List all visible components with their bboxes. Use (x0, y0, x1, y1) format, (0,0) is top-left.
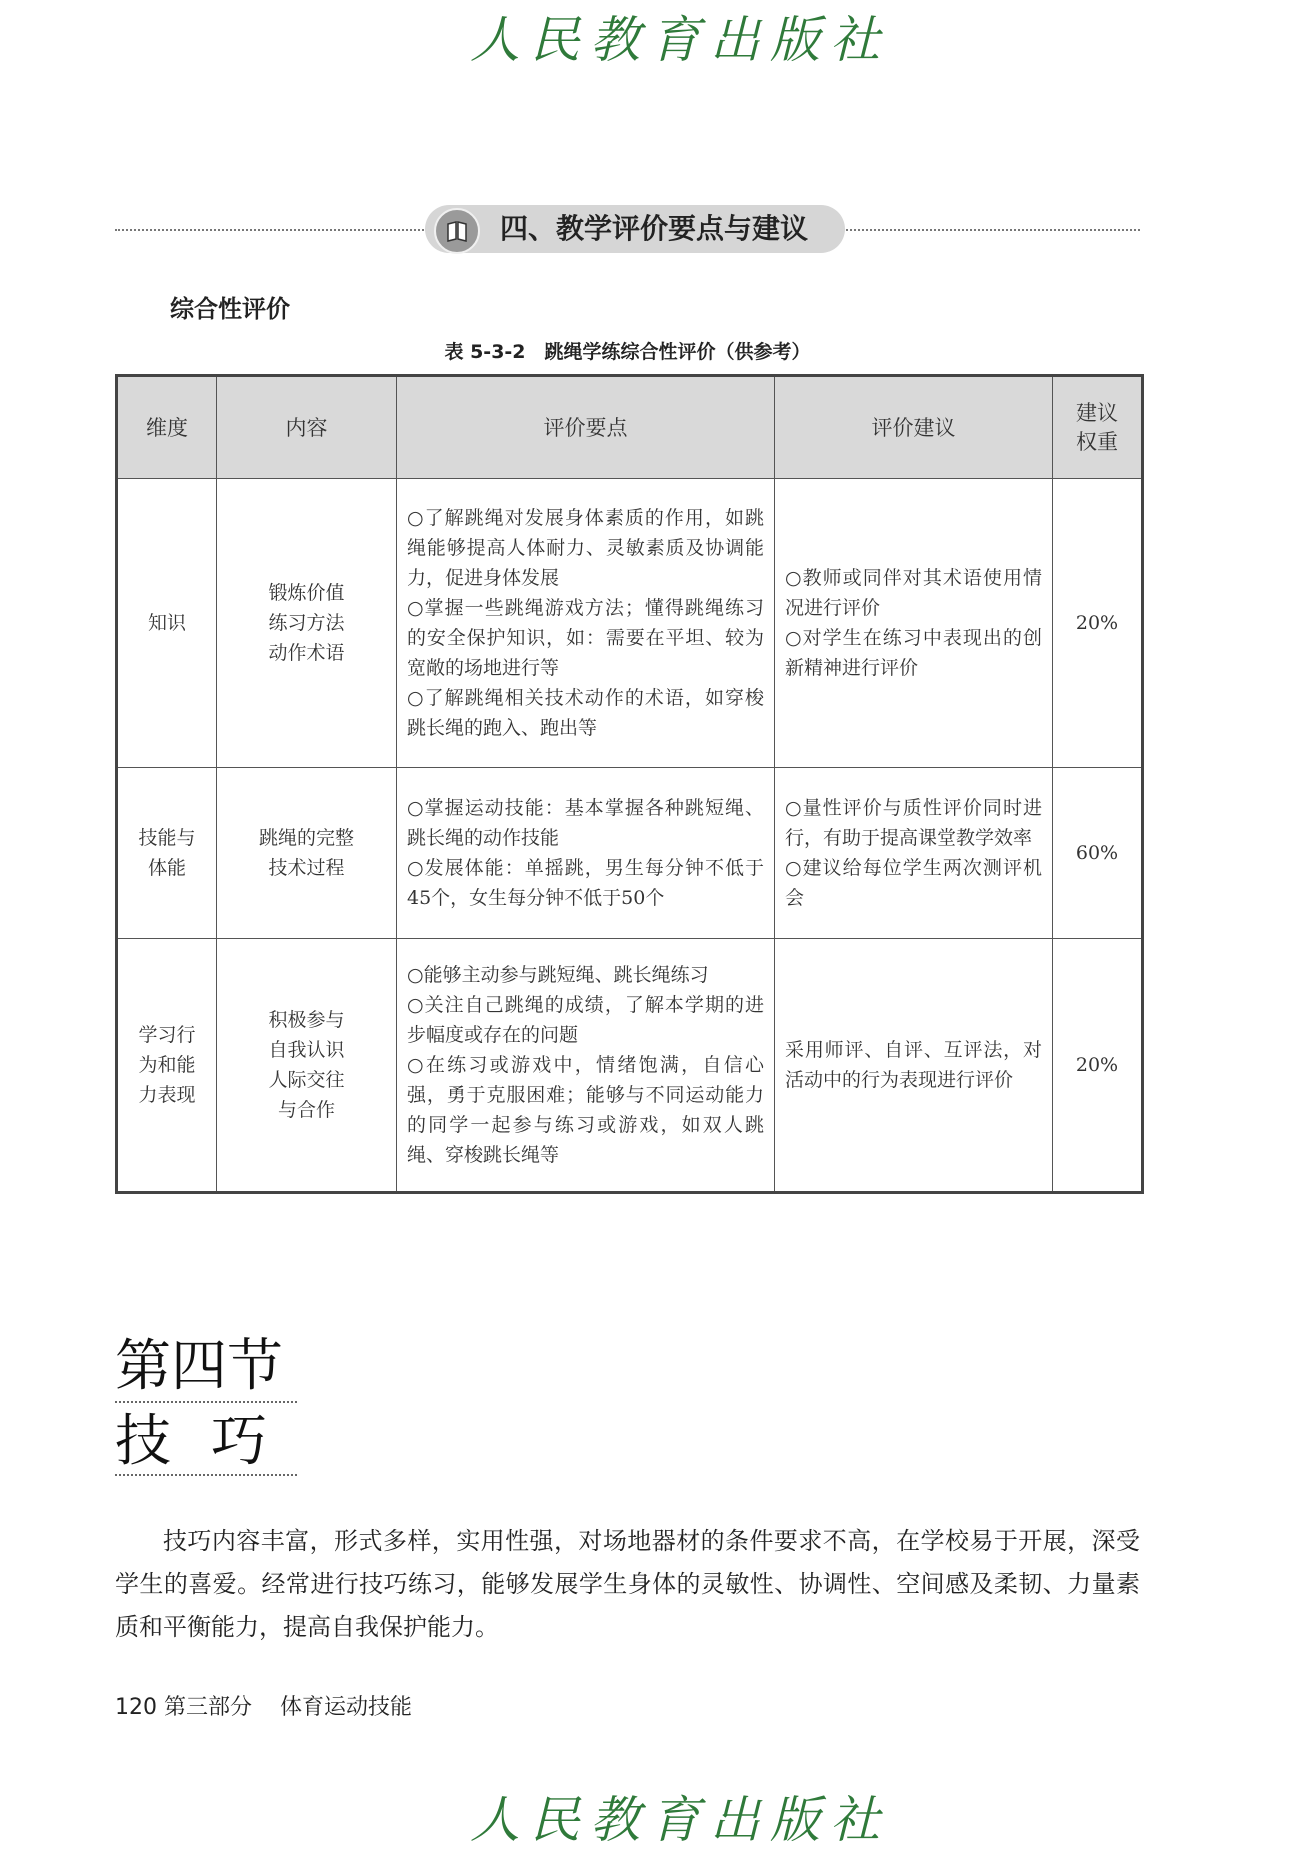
header-points: 评价要点 (397, 376, 775, 479)
table-header-row (117, 376, 1143, 479)
chapter-title: 技巧 (115, 1409, 307, 1474)
cell-line: 学习行 (138, 1024, 196, 1046)
cell-line: ○在练习或游戏中，情绪饱满，自信心强，勇于克服困难；能够与不同运动能力的同学一起参与练习或游戏，如双人跳绳、穿梭跳长绳等 (407, 1054, 764, 1166)
cell-line: 自我认识 (268, 1039, 345, 1061)
header-content: 内容 (217, 376, 397, 479)
table-caption: 表 5-3-2 跳绳学练综合性评价（供参考） (444, 341, 811, 363)
evaluation-table (115, 374, 1144, 1194)
publisher-logo-top: 人民教育出版社 (470, 11, 890, 69)
cell-weight: 60% (1053, 768, 1143, 939)
footer-part: 第三部分 (164, 1695, 253, 1720)
cell-dimension (117, 939, 217, 1193)
header-weight-line: 权重 (1076, 429, 1118, 454)
cell-line: 技术过程 (268, 857, 345, 879)
header-suggestions: 评价建议 (775, 376, 1053, 479)
cell-line: 锻炼价值 (268, 582, 345, 604)
cell-line: 练习方法 (268, 612, 345, 634)
cell-line: 人际交往 (268, 1069, 345, 1091)
cell-line: 知识 (147, 612, 186, 634)
cell-line: ○能够主动参与跳短绳、跳长绳练习 (407, 964, 709, 986)
page-footer (115, 1690, 412, 1721)
chapter-number: 第四节 (115, 1334, 283, 1399)
cell-line: ○建议给每位学生两次测评机会 (785, 857, 1042, 909)
cell-line: 动作术语 (268, 642, 345, 664)
cell-line: 力表现 (138, 1084, 196, 1106)
chapter-rule (115, 1474, 297, 1476)
cell-weight: 20% (1053, 479, 1143, 768)
section-title: 四、教学评价要点与建议 (500, 212, 809, 245)
cell-line: 与合作 (277, 1099, 335, 1121)
cell-line: ○关注自己跳绳的成绩，了解本学期的进步幅度或存在的问题 (407, 994, 764, 1046)
cell-line: 体能 (147, 857, 186, 879)
header-dimension: 维度 (117, 376, 217, 479)
cell-line: ○了解跳绳对发展身体素质的作用，如跳绳能够提高人体耐力、灵敏素质及协调能力，促进身体发展 (407, 507, 764, 589)
cell-suggestions (775, 768, 1053, 939)
cell-line: ○发展体能：单摇跳，男生每分钟不低于45个，女生每分钟不低于50个 (407, 857, 764, 909)
body-paragraph: 技巧内容丰富，形式多样，实用性强，对场地器材的条件要求不高，在学校易于开展，深受学生的喜爱。经常进行技巧练习，能够发展学生身体的灵敏性、协调性、空间感及柔韧、力量素质和平衡能力，提高自我保护能力。 (115, 1527, 1140, 1641)
header-weight-line: 建议 (1076, 400, 1118, 425)
cell-line: ○教师或同伴对其术语使用情况进行评价 (785, 567, 1042, 619)
page-number: 120 (115, 1695, 157, 1720)
table-row (117, 479, 1143, 768)
cell-dimension (117, 768, 217, 939)
cell-line: 积极参与 (268, 1009, 345, 1031)
footer-title: 体育运动技能 (280, 1695, 413, 1720)
cell-line: ○掌握运动技能：基本掌握各种跳短绳、跳长绳的动作技能 (407, 797, 764, 849)
cell-content (217, 479, 397, 768)
cell-line: ○量性评价与质性评价同时进行，有助于提高课堂教学效率 (785, 797, 1042, 849)
cell-content (217, 939, 397, 1193)
cell-line: ○掌握一些跳绳游戏方法；懂得跳绳练习的安全保护知识，如：需要在平坦、较为宽敞的场地进行等 (407, 597, 764, 679)
table-row (117, 768, 1143, 939)
header-weight (1053, 376, 1143, 479)
cell-dimension (117, 479, 217, 768)
cell-line: 跳绳的完整 (258, 827, 354, 849)
cell-suggestions (775, 479, 1053, 768)
chapter-rule (115, 1401, 297, 1403)
cell-line: ○对学生在练习中表现出的创新精神进行评价 (785, 627, 1042, 679)
cell-line: ○了解跳绳相关技术动作的术语，如穿梭跳长绳的跑入、跑出等 (407, 687, 764, 739)
cell-points (397, 939, 775, 1193)
cell-line: 技能与 (138, 827, 196, 849)
cell-points (397, 768, 775, 939)
cell-points (397, 479, 775, 768)
cell-line: 采用师评、自评、互评法，对活动中的行为表现进行评价 (785, 1039, 1042, 1091)
cell-content (217, 768, 397, 939)
table-row (117, 939, 1143, 1193)
cell-line: 为和能 (138, 1054, 196, 1076)
cell-weight: 20% (1053, 939, 1143, 1193)
subheading: 综合性评价 (170, 295, 290, 323)
publisher-logo-bottom: 人民教育出版社 (470, 1791, 890, 1849)
book-icon (434, 208, 480, 254)
cell-suggestions (775, 939, 1053, 1193)
